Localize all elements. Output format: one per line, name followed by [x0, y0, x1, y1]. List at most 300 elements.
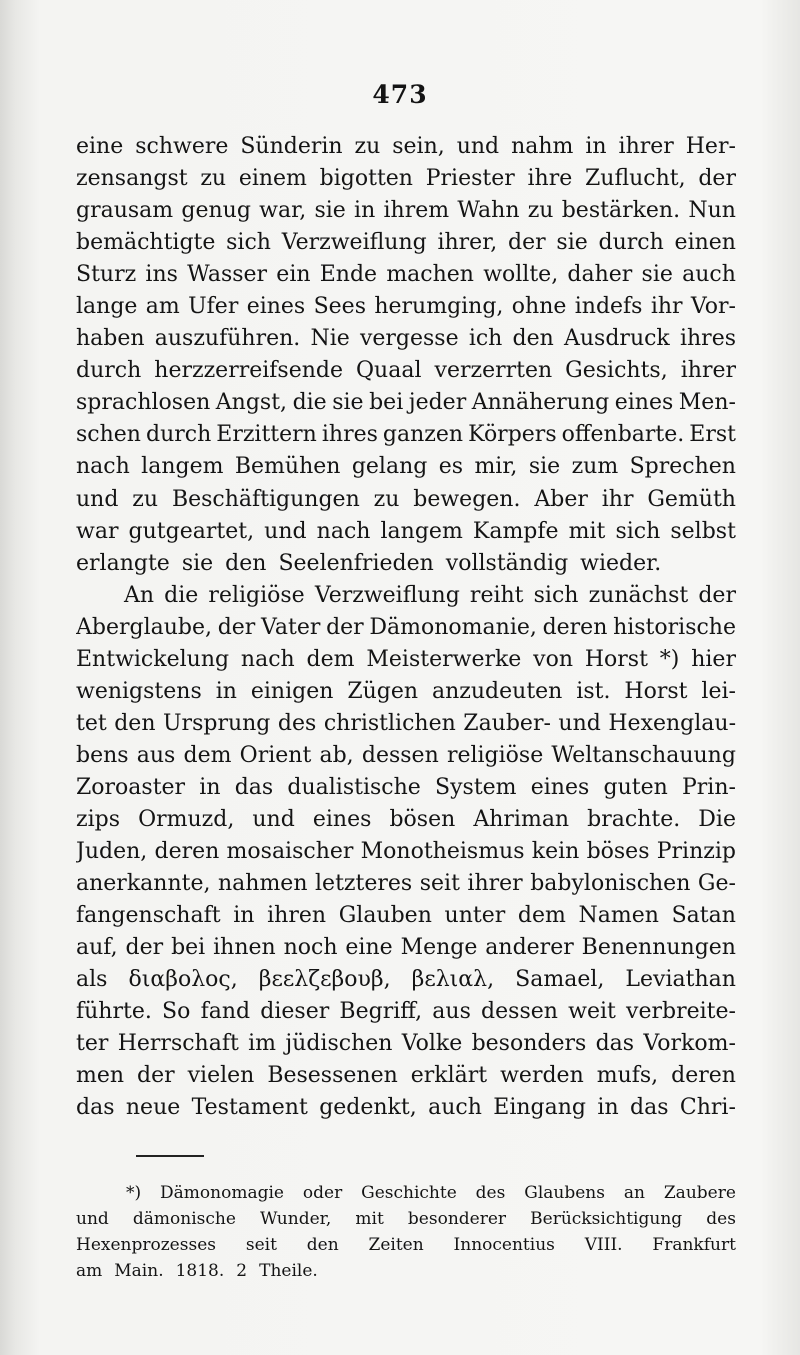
word: Vorkom- [643, 1031, 736, 1057]
text-line [76, 131, 736, 163]
word: grausam [76, 198, 174, 224]
word: den [306, 1235, 339, 1255]
word: sie [332, 390, 364, 416]
word: ihren [267, 903, 327, 929]
word: Horst [624, 678, 688, 704]
word: Monotheismus [360, 839, 525, 865]
word: 2 [236, 1261, 248, 1281]
word: auch [428, 1095, 482, 1121]
word: einen [674, 230, 736, 256]
word: sie [556, 230, 588, 256]
word: ihres [321, 422, 378, 448]
word: Innocentius [453, 1235, 555, 1255]
word: dämonische [132, 1209, 236, 1229]
word: des [475, 1183, 506, 1203]
word: Erst [689, 422, 736, 448]
word: wenigstens [76, 678, 202, 704]
word: 1818. [175, 1261, 225, 1281]
word: selbst [670, 518, 736, 544]
text-line [76, 932, 736, 964]
word: am [145, 294, 180, 320]
word: den [512, 326, 554, 352]
word: des [706, 1209, 736, 1229]
word: die [164, 582, 199, 608]
word: Dämonomagie [160, 1183, 284, 1203]
word: Herrschaft [117, 1031, 239, 1057]
word: jüdischen [285, 1031, 393, 1057]
footnote-divider [136, 1155, 204, 1157]
word: ihre [527, 166, 573, 192]
text-line-paragraph-start [76, 580, 736, 612]
word: Orient [239, 742, 312, 768]
word: Sees [313, 294, 366, 320]
word: in [215, 678, 237, 704]
word: aus [432, 999, 471, 1025]
word: historische [613, 614, 736, 640]
word: und [558, 710, 601, 736]
word: ihnen [213, 935, 276, 961]
word: führte. [76, 999, 152, 1025]
word: und [76, 1209, 109, 1229]
text-line [76, 836, 736, 868]
word: lei- [701, 678, 736, 704]
word: bei [369, 390, 404, 416]
footnote-line [76, 1180, 736, 1206]
word: Priester [425, 166, 515, 192]
word: Ormuzd, [138, 806, 235, 832]
word: Zügen [347, 678, 419, 704]
word: ab, [319, 742, 354, 768]
word: bösen [389, 806, 456, 832]
word: Namen [578, 903, 659, 929]
word: weit [568, 999, 616, 1025]
word: mit [568, 518, 606, 544]
word: Ge- [697, 871, 736, 897]
word: indefs [574, 294, 643, 320]
word: dessen [481, 999, 558, 1025]
word: anerkannte, [76, 871, 211, 897]
word: der [326, 614, 364, 640]
word: Körpers [468, 422, 557, 448]
text-line [76, 355, 736, 387]
word: Samael, [515, 967, 605, 993]
word: Ausdruck [564, 326, 670, 352]
text-line [76, 323, 736, 355]
word: der [698, 582, 736, 608]
word: noch [283, 935, 338, 961]
text-line [76, 291, 736, 323]
word: Zuflucht, [584, 166, 686, 192]
word: So [162, 999, 191, 1025]
footnote [76, 1180, 736, 1284]
word: an [623, 1183, 645, 1203]
word: bewegen. [413, 486, 521, 512]
word: Zeiten [368, 1235, 424, 1255]
word: Main. [114, 1261, 164, 1281]
word: Annäherung [471, 390, 610, 416]
word: anderer [485, 935, 574, 961]
word: und [76, 486, 119, 512]
word: bei [171, 935, 206, 961]
word: Verzweiflung [281, 230, 427, 256]
word: reiht [469, 582, 524, 608]
word: eines [614, 390, 674, 416]
word: Verzweiflung [314, 582, 460, 608]
word: Dämonomanie, [369, 614, 537, 640]
text-line [76, 227, 736, 259]
word: nahm [511, 134, 574, 159]
word: bemächtigte [76, 230, 216, 256]
word: zips [76, 806, 120, 832]
word: Theile. [259, 1261, 318, 1281]
word: in [233, 903, 255, 929]
word: Ufer [188, 294, 239, 320]
word: dem [183, 742, 232, 768]
word: Vater [261, 614, 321, 640]
word: Men- [678, 390, 736, 416]
word: ihrer [467, 871, 523, 897]
word: Zauber- [463, 710, 551, 736]
word: religiöse [208, 582, 305, 608]
word: sie [641, 262, 673, 288]
word: mit [355, 1209, 384, 1229]
word: Testament [191, 1095, 308, 1121]
word: den [225, 550, 267, 576]
word: eines [312, 806, 372, 832]
body-text [76, 131, 736, 1124]
word: den [114, 710, 156, 736]
word: Wahn [457, 198, 520, 224]
word: in [585, 134, 607, 159]
word: Menge [400, 935, 478, 961]
word: werden [500, 1063, 584, 1089]
word: zum [571, 454, 619, 480]
word: Vor- [690, 294, 736, 320]
word: Hexenprozesses [76, 1235, 216, 1255]
text-line [76, 451, 736, 483]
word: Berücksichtigung [530, 1209, 683, 1229]
word: Bemühen [234, 454, 341, 480]
word: letzteres [315, 871, 413, 897]
word: Wunder, [260, 1209, 332, 1229]
word: nach [316, 518, 371, 544]
word: unter [444, 903, 506, 929]
word: vielen [187, 1063, 255, 1089]
footnote-line [76, 1258, 736, 1284]
word: Geschichte [361, 1183, 457, 1203]
word: seit [419, 871, 460, 897]
word: böses [586, 839, 650, 865]
word: seit [245, 1235, 277, 1255]
text-line [76, 1060, 736, 1092]
word: einem [238, 166, 307, 192]
word: Nie [310, 326, 350, 352]
word: daher [567, 262, 633, 288]
word: ihrer, [437, 230, 498, 256]
word: guten [603, 774, 668, 800]
word: erklärt [410, 1063, 488, 1089]
word: einigen [250, 678, 334, 704]
word: Seelenfrieden [278, 550, 434, 576]
word: jeder [408, 390, 467, 416]
word: langem [380, 518, 463, 544]
word: bens [76, 742, 129, 768]
word: Ursprung [163, 710, 271, 736]
word: es [438, 454, 464, 480]
word: sein, [392, 134, 445, 159]
word: Zaubere [663, 1183, 736, 1203]
word: herumging, [374, 294, 504, 320]
word: ihres [679, 326, 736, 352]
word: Frankfurt [652, 1235, 736, 1255]
text-line [76, 900, 736, 932]
text-line [76, 484, 736, 516]
word: der [698, 166, 736, 192]
word: fangenschaft [76, 903, 221, 929]
text-line [76, 644, 736, 676]
word: vollständig [445, 550, 569, 576]
word: Benennungen [581, 935, 736, 961]
word: gelang [351, 454, 428, 480]
word: zu [373, 486, 400, 512]
word: gedenkt, [319, 1095, 417, 1121]
word: aus [136, 742, 176, 768]
word: zu [527, 198, 554, 224]
word: erlangte [76, 550, 170, 576]
word: vergesse [359, 326, 459, 352]
text-line [76, 804, 736, 836]
word: sprachlosen [76, 390, 211, 416]
word: war [76, 518, 119, 544]
word: verzerrten [434, 358, 553, 384]
word: besonderer [407, 1209, 507, 1229]
word: ihrem [383, 198, 450, 224]
word: deren [542, 614, 608, 640]
word: sich [226, 230, 271, 256]
text-line [76, 868, 736, 900]
word: ihr [601, 486, 634, 512]
word: Prin- [681, 774, 736, 800]
word: lange [76, 294, 138, 320]
word: sich [615, 518, 661, 544]
word: Leviathan [625, 967, 736, 993]
text-line [76, 996, 736, 1028]
word: in [354, 198, 376, 224]
word: machen [386, 262, 474, 288]
word: Zoroaster [76, 774, 186, 800]
word: Her- [685, 134, 736, 159]
word: Beschäftigungen [171, 486, 360, 512]
word: christlichen [323, 710, 456, 736]
word: ihrer [618, 134, 674, 159]
word: ein [276, 262, 311, 288]
word: Chri- [679, 1095, 736, 1121]
word: ich [468, 326, 503, 352]
word: mosaischer [226, 839, 354, 865]
word: ihrer [680, 358, 736, 384]
word: und [456, 134, 500, 159]
word: war, [259, 198, 307, 224]
page-number: 473 [372, 80, 428, 109]
word: babylonischen [530, 871, 691, 897]
word: Wasser [187, 262, 268, 288]
word: schen [76, 422, 141, 448]
word: sie [528, 454, 561, 480]
word: Begriff, [339, 999, 423, 1025]
word: Sturz [76, 262, 137, 288]
word: Angst, [215, 390, 288, 416]
word: Entwickelung [76, 646, 230, 672]
word: nach [240, 646, 295, 672]
word: das [595, 1031, 635, 1057]
footnote-line [76, 1206, 736, 1232]
word: ter [76, 1031, 109, 1057]
text-line [76, 1028, 736, 1060]
word: durch [145, 422, 212, 448]
word: deren [154, 839, 220, 865]
word: Ende [319, 262, 378, 288]
text-line-paragraph-end [76, 548, 736, 580]
word: haben [76, 326, 145, 352]
text-line [76, 259, 736, 291]
word: sie [181, 550, 214, 576]
word: System [435, 774, 517, 800]
word: der [137, 1063, 175, 1089]
word: zu [132, 486, 159, 512]
word: dessen [361, 742, 439, 768]
word: βεελζεβουβ, [258, 967, 391, 993]
word: dieser [260, 999, 330, 1025]
word: Ahriman [473, 806, 570, 832]
word: ganzen [382, 422, 464, 448]
word: in [597, 1095, 619, 1121]
word: und [252, 806, 295, 832]
text-line [76, 772, 736, 804]
word: Satan [671, 903, 736, 929]
word: als [76, 967, 108, 993]
word: verbreite- [626, 999, 736, 1025]
word: Juden, [76, 839, 148, 865]
text-line [76, 195, 736, 227]
word: Sünderin [240, 134, 343, 159]
word: genug [181, 198, 251, 224]
word: Eingang [493, 1095, 587, 1121]
word: Nun [688, 198, 736, 224]
word: des [277, 710, 317, 736]
word: dualistische [287, 774, 421, 800]
word: kein [531, 839, 580, 865]
word: ins [145, 262, 178, 288]
word: zensangst [76, 166, 188, 192]
word: βελιαλ, [411, 967, 495, 993]
word: bigotten [319, 166, 413, 192]
word: Horst [584, 646, 648, 672]
word: Gemüth [647, 486, 736, 512]
word: διαβολος, [128, 967, 238, 993]
word: Besessenen [267, 1063, 398, 1089]
word: dem [306, 646, 355, 672]
word: auch [682, 262, 736, 288]
word: men [76, 1063, 125, 1089]
word: von [533, 646, 574, 672]
word: deren [671, 1063, 736, 1089]
word: Erzittern [216, 422, 317, 448]
word: dem [517, 903, 566, 929]
text-line [76, 163, 736, 195]
text-line [76, 516, 736, 548]
word: offenbarte. [561, 422, 685, 448]
word: durch [598, 230, 664, 256]
word: das [630, 1095, 669, 1121]
word: Quaal [356, 358, 422, 384]
text-line [76, 740, 736, 772]
word: besonders [471, 1031, 587, 1057]
word: eines [530, 774, 590, 800]
word: Glauben [338, 903, 432, 929]
text-line [76, 708, 736, 740]
word: Volke [401, 1031, 463, 1057]
word: religiöse [446, 742, 544, 768]
word: das [234, 774, 274, 800]
word: langem [141, 454, 224, 480]
word: Prinzip [656, 839, 736, 865]
word: der [508, 230, 546, 256]
word: auszuführen. [154, 326, 301, 352]
text-line [76, 964, 736, 996]
word: zunächst [588, 582, 689, 608]
word: ist. [576, 678, 611, 704]
word: neue [125, 1095, 181, 1121]
word: auf, [76, 935, 118, 961]
word: Die [698, 806, 736, 832]
word: der [125, 935, 164, 961]
footnote-line [76, 1232, 736, 1258]
word: wollte, [483, 262, 559, 288]
word: Aber [534, 486, 588, 512]
word: mufs, [596, 1063, 659, 1089]
word: zu [354, 134, 381, 159]
text-line [76, 1092, 736, 1124]
word: das [76, 1095, 115, 1121]
word: herzzerreifsende [154, 358, 343, 384]
word: Hexenglau- [608, 710, 736, 736]
text-line [76, 612, 736, 644]
word: eine [345, 935, 393, 961]
word: in [199, 774, 221, 800]
word: tet [76, 710, 107, 736]
word: gutgeartet, [128, 518, 255, 544]
word: am [76, 1261, 103, 1281]
word: nahmen [217, 871, 308, 897]
word: sich [533, 582, 579, 608]
word: Glaubens [524, 1183, 605, 1203]
text-line [76, 676, 736, 708]
word: im [248, 1031, 277, 1057]
text-line [76, 419, 736, 451]
word: An [124, 582, 155, 608]
word: nach [76, 454, 130, 480]
word: *) [659, 646, 680, 672]
word: schwere [135, 134, 229, 159]
word: bestärken. [561, 198, 681, 224]
word: Gesichts, [565, 358, 668, 384]
word: eine [76, 134, 124, 159]
word: Sprechen [629, 454, 736, 480]
word: ohne [511, 294, 567, 320]
word: Aberglaube, [76, 614, 213, 640]
word: eines [246, 294, 306, 320]
word: *) [126, 1183, 142, 1203]
